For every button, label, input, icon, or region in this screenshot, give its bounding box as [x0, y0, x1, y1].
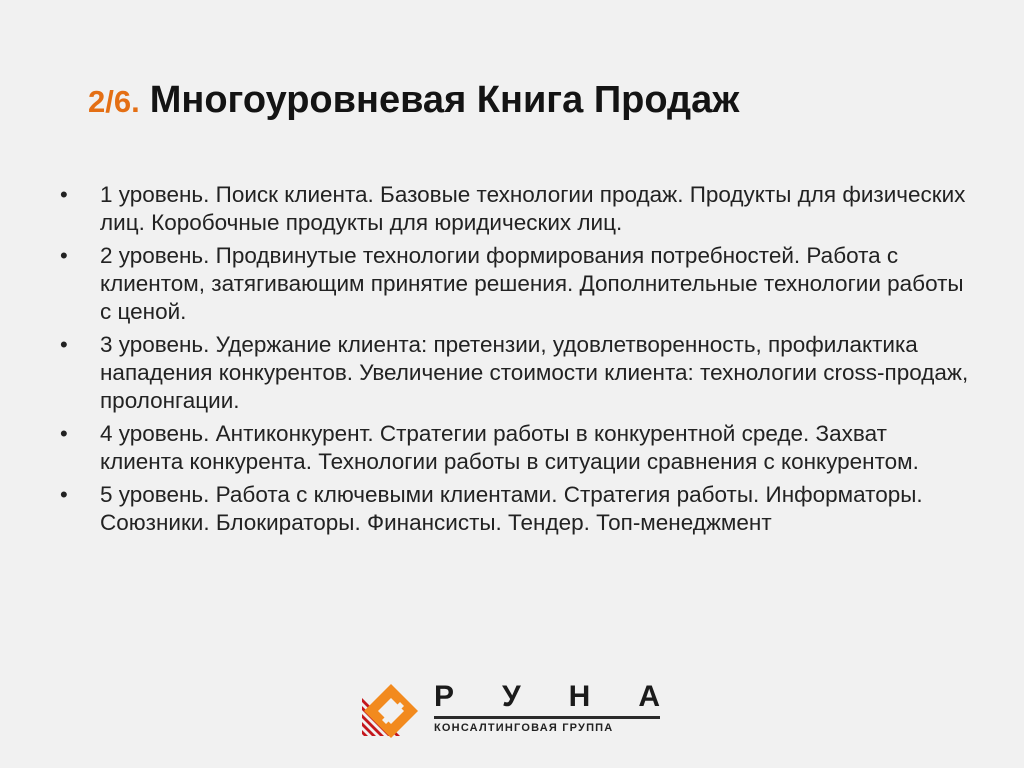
logo-subtitle: КОНСАЛТИНГОВАЯ ГРУППА: [434, 722, 614, 734]
bullet-text-2: 2 уровень. Продвинутые технологии формирования потребностей. Работа с клиентом, затягивающим принятие решения. Дополнительные технологии работы с ценой.: [100, 243, 964, 324]
company-logo: [358, 678, 668, 742]
logo-divider: [434, 716, 660, 719]
slide-title-text: Многоуровневая Книга Продаж: [149, 79, 740, 121]
bullet-text-1: 1 уровень. Поиск клиента. Базовые технологии продаж. Продукты для физических лиц. Коробочные продукты для юридических лиц.: [100, 182, 966, 235]
bullet-marker: •: [60, 332, 68, 357]
bullet-marker: •: [60, 482, 68, 507]
logo-name: [434, 680, 660, 714]
logo-letter: Н: [568, 680, 591, 713]
bullet-text-5: 5 уровень. Работа с ключевыми клиентами. Стратегия работы. Информаторы. Союзники. Блокираторы. Финансисты. Тендер. Топ-менеджмент: [100, 482, 923, 535]
slide-title: [88, 74, 968, 128]
bullet-text-4: 4 уровень. Антиконкурент. Стратегии работы в конкурентной среде. Захват клиента конкурента. Технологии работы в ситуации сравнения с конкурентом.: [100, 421, 919, 474]
logo-letter: А: [638, 680, 660, 713]
bullet-item-5: [60, 481, 970, 537]
logo-mark-icon: [358, 678, 424, 744]
bullet-marker: •: [60, 243, 68, 268]
bullet-marker: •: [60, 421, 68, 446]
logo-letter: Р: [434, 680, 455, 713]
logo-letter: У: [502, 680, 521, 713]
bullet-item-2: [60, 242, 970, 326]
slide-number: 2/6.: [88, 84, 140, 119]
bullet-list: [60, 181, 970, 542]
bullet-item-4: [60, 420, 970, 476]
bullet-text-3: 3 уровень. Удержание клиента: претензии, удовлетворенность, профилактика нападения конкурентов. Увеличение стоимости клиента: технологии cross-продаж, пролонгации.: [100, 332, 969, 413]
bullet-item-1: [60, 181, 970, 237]
bullet-item-3: [60, 331, 970, 415]
bullet-marker: •: [60, 182, 68, 207]
